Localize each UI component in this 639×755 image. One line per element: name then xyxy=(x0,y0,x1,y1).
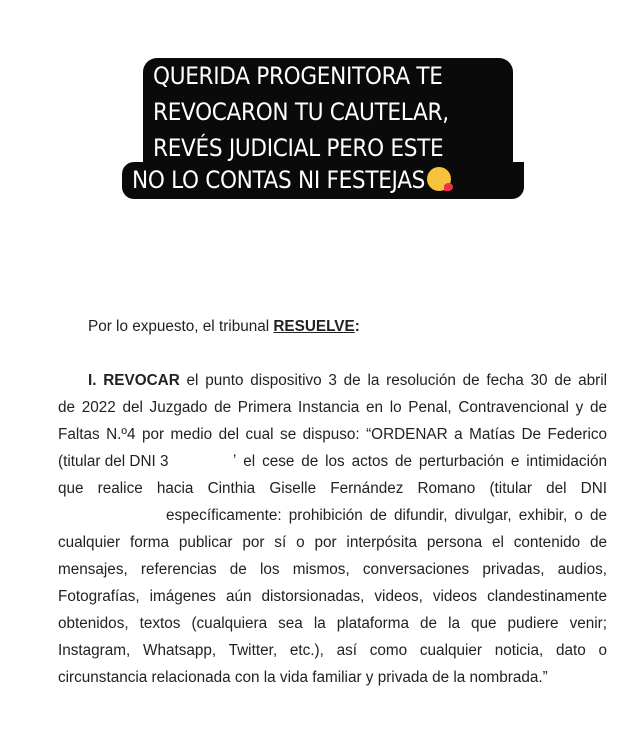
doc-line-11: Instagram, Whatsapp, Twitter, etc.), así como cualquier noticia, dato o xyxy=(58,642,607,659)
intro-text: Por lo expuesto, el tribunal xyxy=(88,318,274,335)
doc-line-12: circunstancia relacionada con la vida familiar y privada de la nombrada.” xyxy=(58,669,548,686)
item-label: I. REVOCAR xyxy=(88,372,180,389)
kissing-wink-emoji-icon xyxy=(427,167,451,191)
caption-line-1: QUERIDA PROGENITORA TE xyxy=(143,58,513,95)
doc-line-10: obtenidos, textos (cualquiera sea la plataforma de la que pudiere venir; xyxy=(58,615,607,632)
resuelve-heading: RESUELVE xyxy=(273,318,355,335)
intro-paragraph: Por lo expuesto, el tribunal RESUELVE: xyxy=(88,318,360,335)
doc-line-5: que realice hacia Cinthia Giselle Fernández Romano (titular del DNI xyxy=(58,480,607,497)
caption-line-2: REVOCARON TU CAUTELAR, xyxy=(143,94,513,131)
doc-line-2: de 2022 del Juzgado de Primera Instancia en lo Penal, Contravencional y de xyxy=(58,399,607,416)
caption-line-3: REVÉS JUDICIAL PERO ESTE xyxy=(143,130,513,167)
doc-line-3: Faltas N.º4 por medio del cual se dispuso: “ORDENAR a Matías De Federico xyxy=(58,426,607,443)
doc-line-9: Fotografías, imágenes aún distorsionadas, videos, videos clandestinamente xyxy=(58,588,607,605)
doc-line-6: específicamente: prohibición de difundir, divulgar, exhibir, o de xyxy=(166,507,607,524)
doc-line-4b: ʼ el cese de los actos de perturbación e intimidación xyxy=(233,453,607,470)
doc-line-4a: (titular del DNI 3 xyxy=(58,453,169,470)
doc-line-1-text: el punto dispositivo 3 de la resolución de fecha 30 de abril xyxy=(179,372,607,389)
caption-line-4 xyxy=(122,162,524,199)
caption-line-4-text: NO LO CONTAS NI FESTEJAS xyxy=(132,166,426,194)
doc-line-8: mensajes, referencias de los mismos, conversaciones privadas, audios, xyxy=(58,561,607,578)
doc-line-7: cualquier forma publicar por sí o por interpósita persona el contenido de xyxy=(58,534,607,551)
doc-line-1 xyxy=(88,372,607,390)
